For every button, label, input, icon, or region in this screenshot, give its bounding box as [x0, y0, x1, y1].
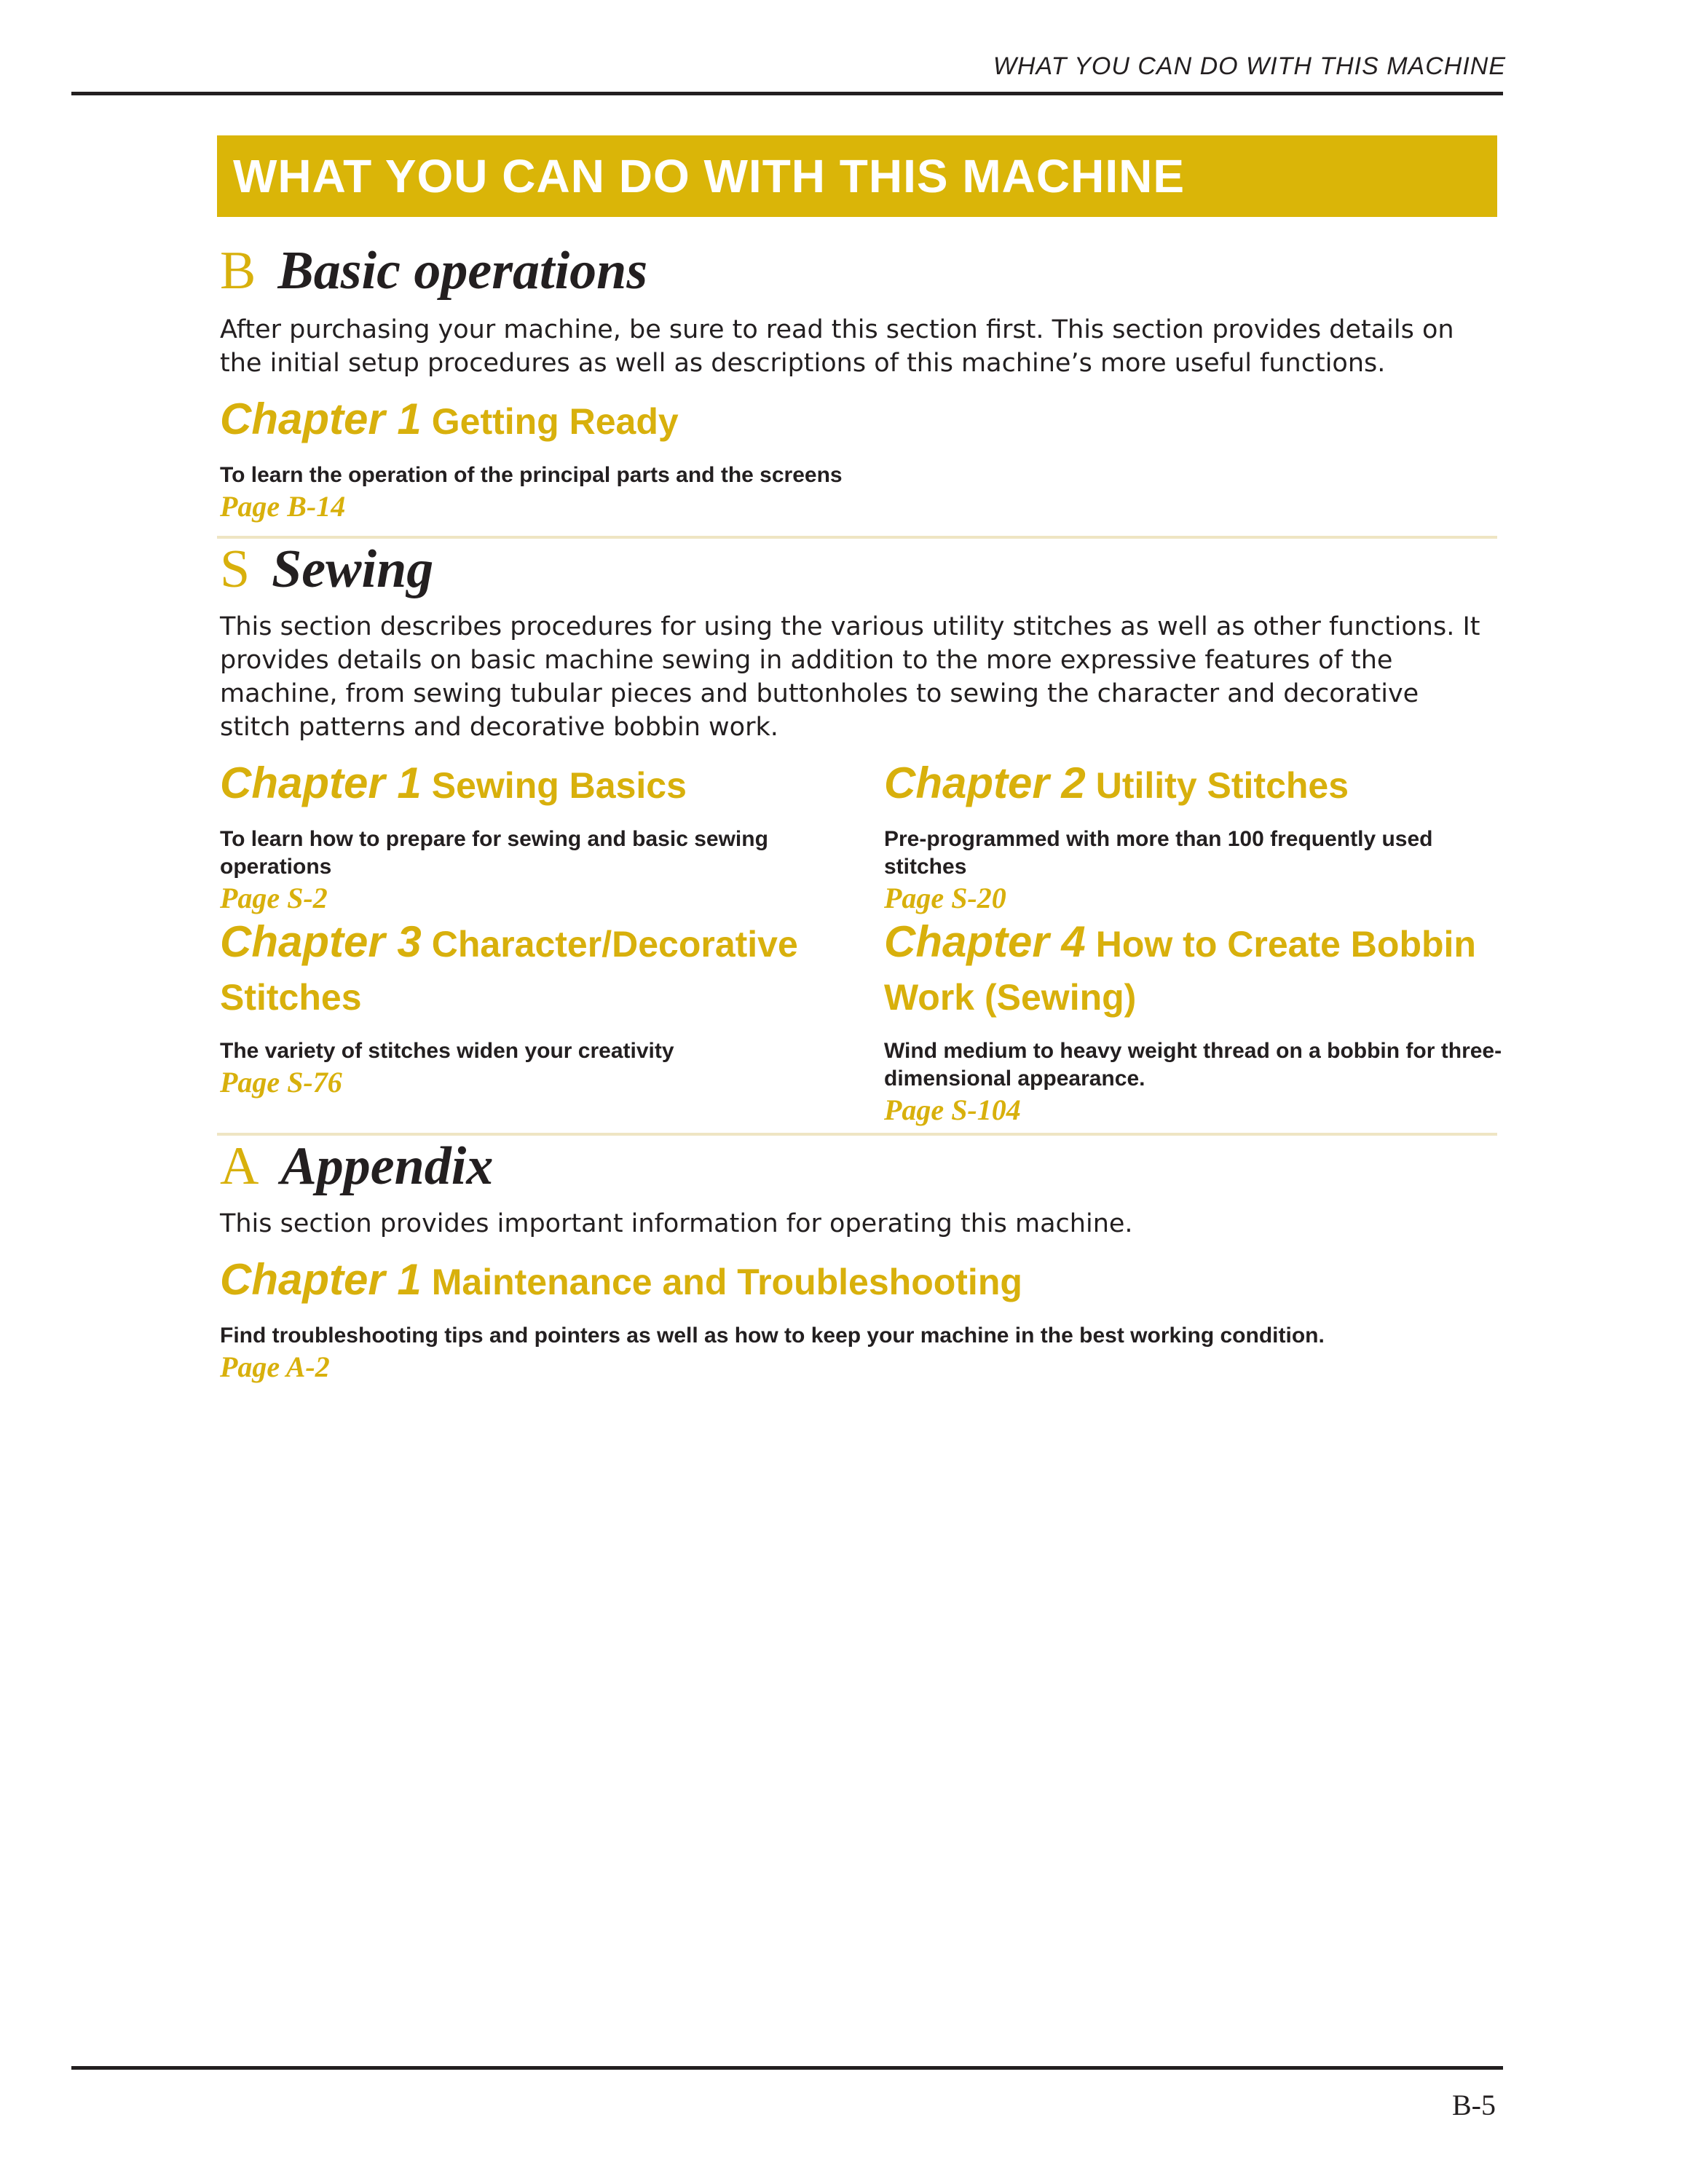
section-appendix-description: This section provides important information for operating this machine.: [220, 1209, 1133, 1238]
section-basic-description: After purchasing your machine, be sure to read this section first. This section provides details on the initial setup procedures as well as descriptions of this machine’s more useful functions.: [220, 315, 1454, 378]
chapter-heading: [884, 761, 1496, 817]
chapter-card[interactable]: [220, 397, 1487, 524]
section-appendix-heading: [220, 1136, 493, 1198]
chapter-name: Getting Ready: [431, 401, 679, 442]
title-banner: [217, 135, 1497, 217]
section-appendix-title: Appendix: [280, 1136, 494, 1196]
section-appendix-letter: A: [220, 1136, 259, 1196]
chapter-label: Chapter 4: [884, 917, 1086, 966]
chapter-card[interactable]: [220, 761, 846, 916]
chapter-description: To learn how to prepare for sewing and basic sewing operations: [220, 827, 768, 879]
section-basic-letter: B: [220, 241, 256, 301]
chapter-heading: [220, 917, 861, 1029]
running-header: WHAT YOU CAN DO WITH THIS MACHINE: [993, 52, 1506, 80]
header-rule: [71, 92, 1503, 95]
chapter-label: Chapter 2: [884, 759, 1086, 807]
chapter-card[interactable]: [884, 761, 1496, 916]
chapter-page-link[interactable]: Page S-104: [884, 1093, 1021, 1126]
chapter-description: Find troubleshooting tips and pointers as well as how to keep your machine in the best working condition.: [220, 1324, 1325, 1348]
chapter-name: Utility Stitches: [1095, 765, 1349, 806]
chapter-label: Chapter 1: [220, 395, 422, 443]
chapter-heading: [220, 1255, 1487, 1313]
chapter-name: Character/Decorative Stitches: [220, 924, 798, 1018]
footer-rule: [71, 2066, 1503, 2070]
chapter-card[interactable]: [884, 917, 1503, 1128]
chapter-card[interactable]: [220, 1255, 1487, 1385]
chapter-description: To learn the operation of the principal parts and the screens: [220, 463, 843, 487]
chapter-page-link[interactable]: Page S-2: [220, 882, 328, 914]
chapter-name: Maintenance and Troubleshooting: [431, 1262, 1022, 1302]
chapter-heading: [220, 761, 846, 817]
chapter-description: Pre-programmed with more than 100 frequently used stitches: [884, 827, 1433, 879]
chapter-name: How to Create Bobbin Work (Sewing): [884, 924, 1476, 1018]
chapter-label: Chapter 1: [220, 1255, 422, 1304]
chapter-heading: [884, 917, 1503, 1029]
section-sewing-heading: [220, 539, 433, 601]
chapter-page-link[interactable]: Page B-14: [220, 490, 346, 523]
section-basic-heading: [220, 240, 647, 302]
chapter-label: Chapter 3: [220, 917, 422, 966]
chapter-page-link[interactable]: Page A-2: [220, 1350, 330, 1383]
chapter-page-link[interactable]: Page S-20: [884, 882, 1006, 914]
chapter-heading: [220, 397, 1487, 453]
section-basic-title: Basic operations: [277, 241, 648, 301]
section-sewing-description: This section describes procedures for using the various utility stitches as well as other functions. It provides details on basic machine sewing in addition to the more expressive features of the machine, from sewing tubular pieces and buttonholes to sewing the character and decorative stitch patterns and decorative bobbin work.: [220, 612, 1480, 742]
banner-title: WHAT YOU CAN DO WITH THIS MACHINE: [233, 150, 1185, 202]
chapter-description: Wind medium to heavy weight thread on a bobbin for three-dimensional appearance.: [884, 1039, 1502, 1091]
chapter-page-link[interactable]: Page S-76: [220, 1066, 342, 1099]
chapter-card[interactable]: [220, 917, 861, 1100]
chapter-description: The variety of stitches widen your creativity: [220, 1039, 674, 1063]
chapter-label: Chapter 1: [220, 759, 422, 807]
section-sewing-title: Sewing: [272, 539, 434, 599]
section-sewing-letter: S: [220, 539, 251, 599]
page-number: B-5: [1452, 2089, 1496, 2121]
chapter-name: Sewing Basics: [431, 765, 687, 806]
